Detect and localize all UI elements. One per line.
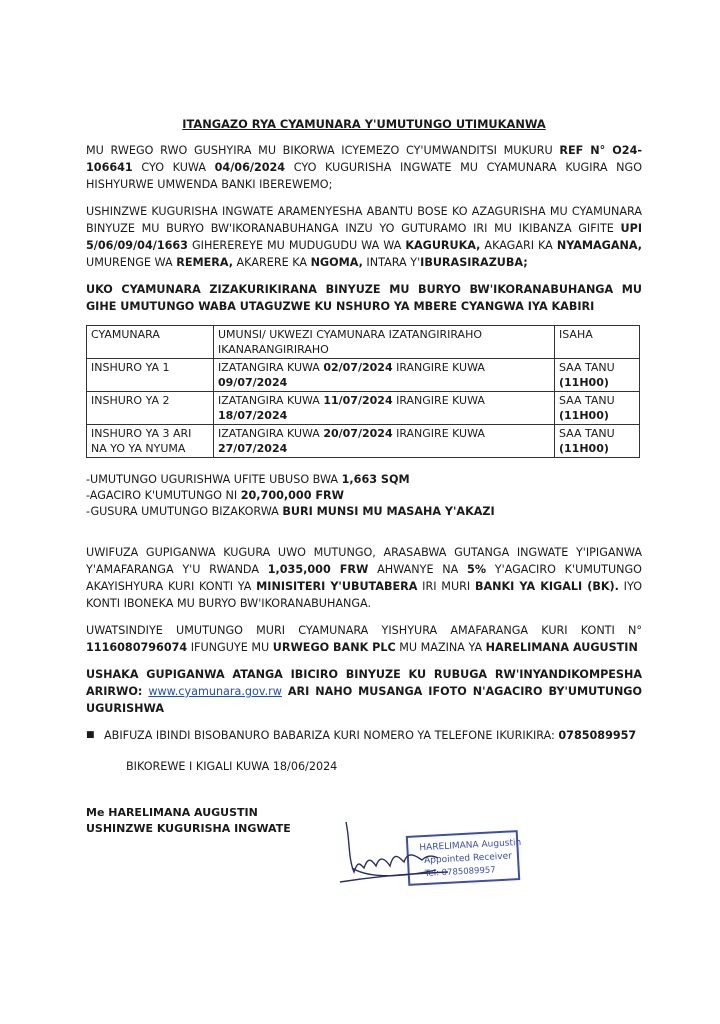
text: AKAGARI KA: [480, 239, 557, 252]
text: GIHEREREYE MU MUDUGUDU WA WA: [187, 239, 406, 252]
reference-number: REF N° O24-106641: [86, 144, 642, 174]
table-row: [87, 359, 640, 392]
dates-cell: [214, 359, 555, 392]
text: ABIFUZA IBINDI BISOBANURO BABARIZA KURI NOMERO YA TELEFONE IKURIKIRA:: [104, 729, 559, 742]
end-date: 18/07/2024: [218, 409, 288, 422]
text: INTARA Y': [362, 256, 421, 269]
text: IFUNGUYE MU: [187, 641, 273, 654]
info-bullet: [86, 727, 642, 744]
text: IRI MURI: [417, 580, 475, 593]
payment-bank: URWEGO BANK PLC: [272, 641, 396, 654]
start-date: 02/07/2024: [323, 361, 393, 374]
upi-number: UPI 5/06/09/04/1663: [86, 222, 642, 252]
bullet-text: [104, 727, 642, 744]
time-hour: (11H00): [559, 376, 609, 389]
text: CYO KUWA: [132, 161, 215, 174]
property-facts: [86, 472, 642, 520]
text: UWIFUZA GUPIGANWA KUGURA UWO MUTUNGO, ARASABWA GUTANGA INGWATE Y'IPIGANWA Y'AMAFARANGA Y'U RWANDA: [86, 546, 642, 576]
district: NGOMA,: [310, 256, 363, 269]
text: USHAKA GUPIGANWA ATANGA IBICIRO BINYUZE KU RUBUGA RW'INYANDIKOMPESHA ARIRWO:: [86, 668, 642, 698]
text: -UMUTUNGO UGURISHWA UFITE UBUSO BWA: [86, 473, 342, 486]
text: MU RWEGO RWO GUSHYIRA MU BIKORWA ICYEMEZO CY'UMWANDITSI MUKURU: [86, 144, 560, 157]
table-row: [87, 425, 640, 458]
paragraph-schedule-heading: UKO CYAMUNARA ZIZAKURIKIRANA BINYUZE MU BURYO BW'IKORANABUHANGA MU GIHE UMUTUNGO WABA UTAGUZWE KU NSHURO YA MBERE CYANGWA IYA KABIRI: [86, 283, 642, 313]
text: CYO KUGURISHA INGWATE MU CYAMUNARA KUGIRA NGO HISHYURWE UMWENDA BANKI IBEREWEMO;: [86, 161, 642, 191]
phone-number: 0785089957: [558, 729, 637, 742]
time-text: SAA TANU: [559, 427, 615, 440]
cell: NYAMAGANA,: [556, 239, 643, 252]
area-value: 1,663 SQM: [341, 473, 410, 486]
paragraph-decision: [86, 142, 642, 193]
text: IRANGIRE KUWA: [392, 427, 485, 440]
end-date: 27/07/2024: [218, 442, 288, 455]
signed-place-date: BIKOREWE I KIGALI KUWA 18/06/2024: [126, 760, 338, 773]
text: -GUSURA UMUTUNGO BIZAKORWA: [86, 505, 283, 518]
text: IZATANGIRA KUWA: [218, 427, 324, 440]
start-date: 11/07/2024: [323, 394, 393, 407]
round-cell: INSHURO YA 3 ARI NA YO YA NYUMA: [87, 425, 214, 458]
decision-date: 04/06/2024: [214, 161, 286, 174]
time-cell: [555, 359, 640, 392]
notice-title: ITANGAZO RYA CYAMUNARA Y'UMUTUNGO UTIMUKANWA: [182, 117, 546, 131]
table-row: [87, 392, 640, 425]
column-header: ISAHA: [555, 326, 640, 359]
deposit-amount: 1,035,000 FRW: [267, 563, 369, 576]
bank-name: BANKI YA KIGALI (BK).: [474, 580, 619, 593]
time-hour: (11H00): [559, 442, 609, 455]
auction-schedule-table: [86, 325, 640, 458]
account-holder: HARELIMANA AUGUSTIN: [485, 641, 638, 654]
time-text: SAA TANU: [559, 361, 615, 374]
visit-hours: BURI MUNSI MU MASAHA Y'AKAZI: [282, 505, 495, 518]
paragraph-payment: [86, 622, 642, 656]
account-number: 1116080796074: [86, 641, 188, 654]
text: IZATANGIRA KUWA: [218, 394, 324, 407]
text: IRANGIRE KUWA: [392, 361, 485, 374]
text: IYO KONTI IBONEKA MU BURYO BW'IKORANABUHANGA.: [86, 580, 642, 610]
time-text: SAA TANU: [559, 394, 615, 407]
stamp-line-2: Appointed Receiver: [423, 851, 513, 867]
round-cell: INSHURO YA 2: [87, 392, 214, 425]
fact-value: [86, 488, 642, 504]
text: ARI NAHO MUSANGA IFOTO N'AGACIRO BY'UMUTUNGO UGURISHWA: [86, 685, 642, 715]
signer-role: USHINZWE KUGURISHA INGWATE: [86, 822, 291, 835]
end-date: 09/07/2024: [218, 376, 288, 389]
paragraph-bidding: [86, 666, 642, 717]
stamp-line-1: HARELIMANA Augustin: [419, 837, 522, 854]
text: Y'AGACIRO K'UMUTUNGO AKAYISHYURA KURI KONTI YA: [86, 563, 642, 593]
paragraph-property: [86, 203, 642, 271]
dates-cell: [214, 425, 555, 458]
table-header-row: [87, 326, 640, 359]
text: UWATSINDIYE UMUTUNGO MURI CYAMUNARA YISHYURA AMAFARANGA KURI KONTI N°: [86, 624, 642, 637]
text: AHWANYE NA: [368, 563, 468, 576]
deposit-percent: 5%: [467, 563, 487, 576]
time-cell: [555, 425, 640, 458]
column-header: CYAMUNARA: [87, 326, 214, 359]
village: KAGURUKA,: [405, 239, 481, 252]
paragraph-deposit: [86, 544, 642, 612]
text: UMURENGE WA: [86, 256, 177, 269]
text: -AGACIRO K'UMUTUNGO NI: [86, 489, 241, 502]
text: IRANGIRE KUWA: [392, 394, 485, 407]
bullet-icon: ■: [86, 730, 95, 740]
text: AKARERE KA: [232, 256, 311, 269]
column-header: UMUNSI/ UKWEZI CYAMUNARA IZATANGIRIRAHO IKANARANGIRIRAHO: [214, 326, 555, 359]
ministry-name: MINISITERI Y'UBUTABERA: [256, 580, 418, 593]
round-cell: INSHURO YA 1: [87, 359, 214, 392]
website-link[interactable]: www.cyamunara.gov.rw: [148, 685, 282, 698]
start-date: 20/07/2024: [323, 427, 393, 440]
signature-stamp: [338, 820, 528, 900]
property-value: 20,700,000 FRW: [240, 489, 344, 502]
time-hour: (11H00): [559, 409, 609, 422]
stamp-line-3: Tel: 0785089957: [424, 865, 496, 880]
text: MU MAZINA YA: [395, 641, 486, 654]
notice-body: [86, 116, 642, 837]
fact-area: [86, 472, 642, 488]
signer-name: Me HARELIMANA AUGUSTIN: [86, 806, 258, 819]
dates-cell: [214, 392, 555, 425]
time-cell: [555, 392, 640, 425]
province: IBURASIRAZUBA;: [420, 256, 528, 269]
sector: REMERA,: [176, 256, 233, 269]
fact-visit: [86, 504, 642, 520]
text: IZATANGIRA KUWA: [218, 361, 324, 374]
text: USHINZWE KUGURISHA INGWATE ARAMENYESHA ABANTU BOSE KO AZAGURISHA MU CYAMUNARA BINYUZE MU BURYO BW'IKORANABUHANGA INZU YO GUTURAMO IRI MU IKIBANZA GIFITE: [86, 205, 642, 235]
